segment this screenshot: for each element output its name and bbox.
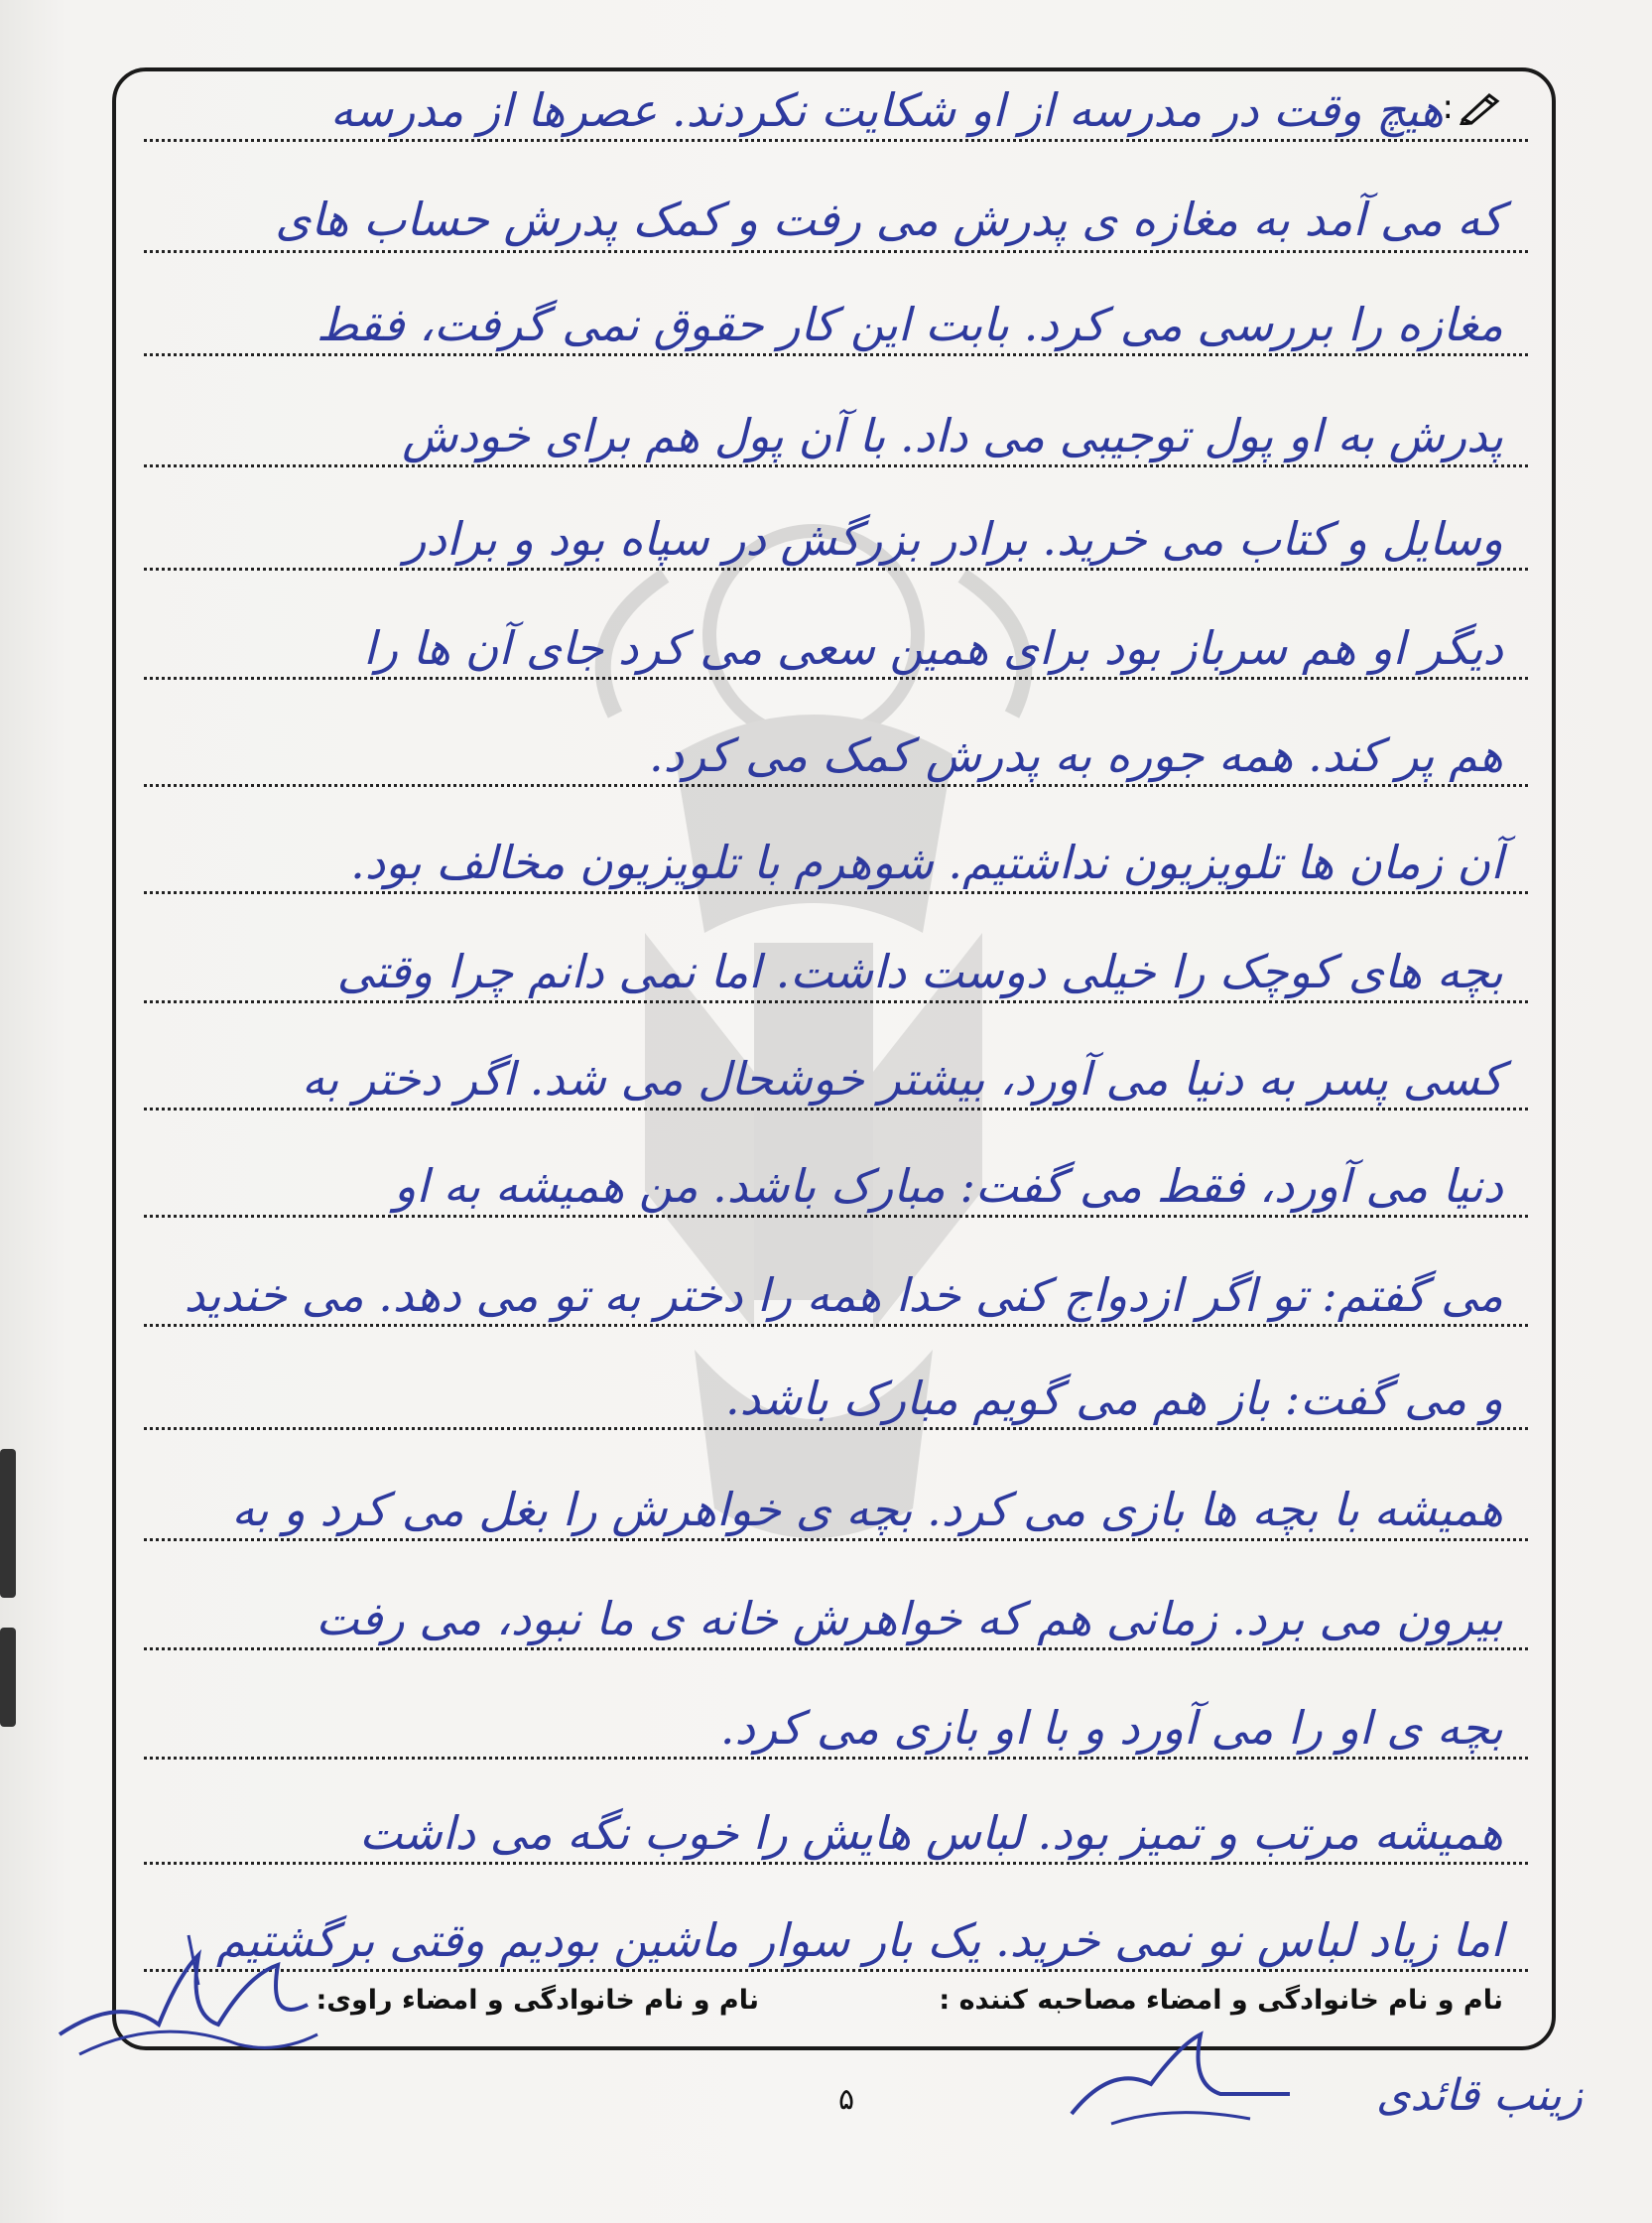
handwritten-line: آن زمان ها تلویزیون نداشتیم. شوهرم با تلویزیون مخالف بود.: [350, 836, 1503, 889]
header-colon: :: [1442, 87, 1454, 127]
handwritten-line: و می گفت: باز هم می گویم مبارک باشد.: [724, 1372, 1503, 1425]
handwritten-line: کسی پسر به دنیا می آورد، بیشتر خوشحال می شد. اگر دختر به: [302, 1052, 1503, 1106]
handwritten-line: که می آمد به مغازه ی پدرش می رفت و کمک پدرش حساب های: [275, 193, 1503, 246]
pen-icon: [1460, 91, 1503, 125]
handwritten-line: بچه های کوچک را خیلی دوست داشت. اما نمی دانم چرا وقتی: [336, 945, 1503, 998]
handwritten-line: مغازه را بررسی می کرد. بابت این کار حقوق نمی گرفت، فقط: [316, 298, 1503, 351]
interviewer-signature: [1052, 2025, 1310, 2144]
narrator-signature: [40, 1915, 337, 2074]
handwritten-line: اما زیاد لباس نو نمی خرید. یک بار سوار ماشین بودیم وقتی برگشتیم: [216, 1913, 1503, 1967]
handwritten-line: پدرش به او پول توجیبی می داد. با آن پول هم برای خودش: [402, 409, 1503, 462]
handwritten-line: می گفتم: تو اگر ازدواج کنی خدا همه را دختر به تو می دهد. می خندید: [184, 1268, 1503, 1322]
handwritten-line: بچه ی او را می آورد و با او بازی می کرد.: [719, 1701, 1503, 1755]
interviewer-signature-label: نام و نام خانوادگی و امضاء مصاحبه کننده :: [939, 1985, 1503, 2016]
handwritten-line: همیشه با بچه ها بازی می کرد. بچه ی خواهرش را بغل می کرد و به: [231, 1483, 1503, 1536]
handwritten-line: همیشه مرتب و تمیز بود. لباس هایش را خوب نگه می داشت: [359, 1806, 1503, 1860]
handwritten-line: وسایل و کتاب می خرید. برادر بزرگش در سپاه بود و برادر: [404, 512, 1503, 566]
handwritten-line: دیگر او هم سرباز بود برای همین سعی می کرد جای آن ها را: [363, 621, 1503, 675]
binder-hole-top: [0, 1449, 16, 1598]
handwritten-line: دنیا می آورد، فقط می گفت: مبارک باشد. من همیشه به او: [394, 1159, 1503, 1213]
page-number: ۵: [838, 2082, 855, 2117]
handwritten-line: بیرون می برد. زمانی هم که خواهرش خانه ی ما نبود، می رفت: [316, 1592, 1503, 1645]
narrator-name-handwritten: زینب قائدی: [1375, 2070, 1583, 2121]
binder-hole-bottom: [0, 1628, 16, 1727]
narrator-signature-label: نام و نام خانوادگی و امضاء راوی:: [316, 1985, 759, 2016]
handwritten-line: هم پر کند. همه جوره به پدرش کمک می کرد.: [648, 728, 1503, 782]
handwritten-line: هیچ وقت در مدرسه از او شکایت نکردند. عصرها از مدرسه: [329, 83, 1444, 137]
